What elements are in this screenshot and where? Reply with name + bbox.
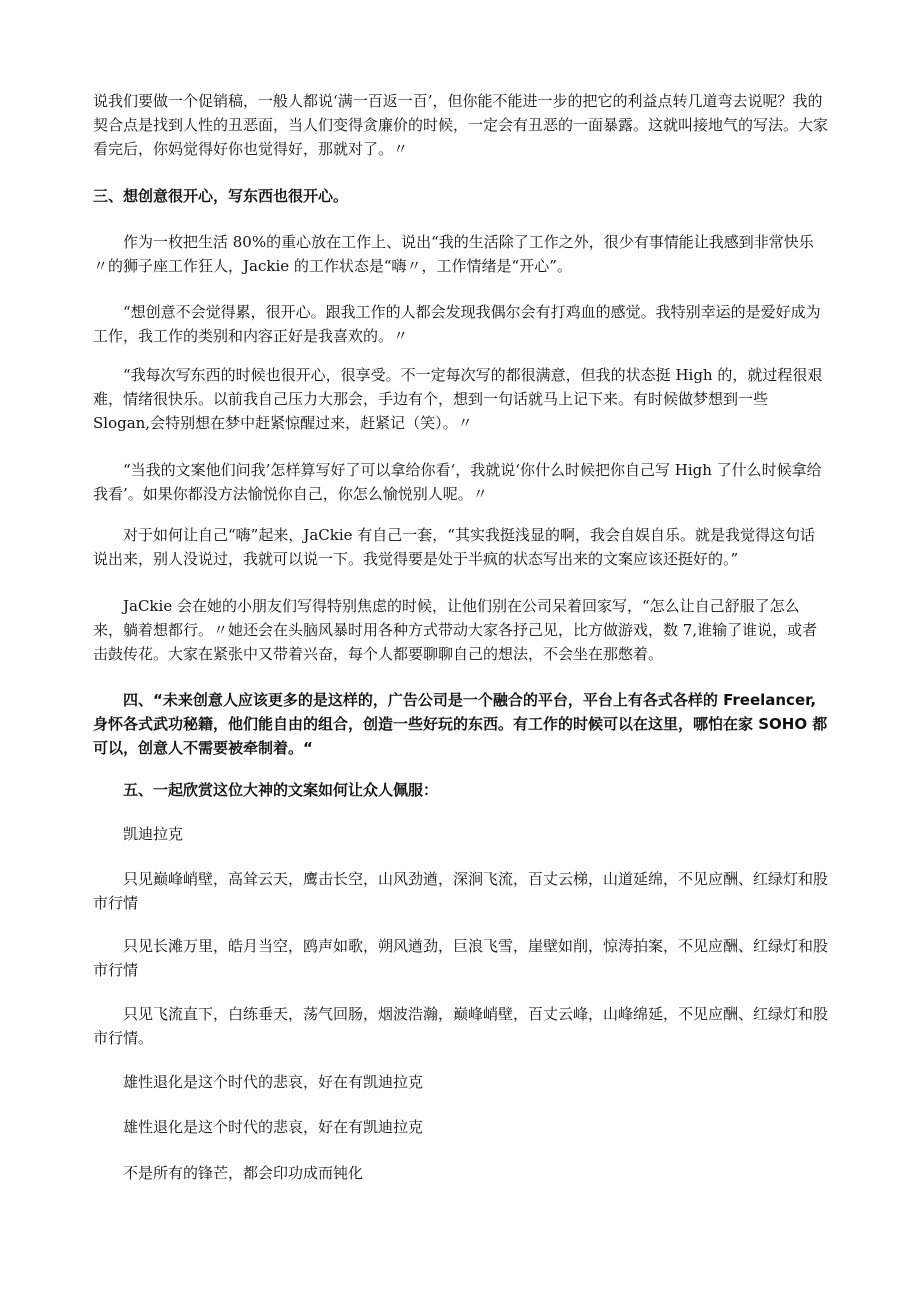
paragraph-self-entertain: 对于如何让自己“嗨”起来，JaCkie 有自己一套，“其实我挺浅显的啊，我会自娱自乐。就是我觉得这句话说出来，别人没说过，我就可以说一下。我觉得要是处于半疯的状态写出来的文案应该还挺好的。” — [93, 526, 815, 568]
quote-creative-happy: “想创意不会觉得累，很开心。跟我工作的人都会发现我偶尔会有打鸡血的感觉。我特别幸运的是爱好成为工作，我工作的类别和内容正好是我喜欢的。〃 — [93, 303, 821, 345]
section-heading-5: 五、一起欣赏这位大神的文案如何让众人佩服： — [123, 781, 439, 799]
section-heading-4: 四、“未来创意人应该更多的是这样的，广告公司是一个融合的平台，平台上有各式各样的 Freelancer,身怀各式武功秘籍，他们能自由的组合，创造一些好玩的东西。有工作的时候可以在这里，哪怕在家 SOHO 都可以，创意人不需要被牵制着。“ — [93, 691, 828, 757]
ad-copy-mountain: 只见巅峰峭壁，高耸云天，鹰击长空，山风劲遒，深涧飞流，百丈云梯，山道延绵，不见应酬、红绿灯和股市行情 — [93, 870, 829, 912]
ad-slogan-1: 雄性退化是这个时代的悲哀，好在有凯迪拉克 — [123, 1073, 424, 1091]
paragraph-work-status: 作为一枚把生活 80%的重心放在工作上、说出“我的生活除了工作之外，很少有事情能让我感到非常快乐〃的狮子座工作狂人，Jackie 的工作状态是“嗨〃，工作情绪是“开心”。 — [93, 233, 814, 275]
paragraph-promo-intro: 说我们要做一个促销稿，一般人都说‘满一百返一百’，但你能不能进一步的把它的利益点转几道弯去说呢？我的契合点是找到人性的丑恶面，当人们变得贪廉价的时候，一定会有丑恶的一面暴露。这就叫接地气的写法。大家看完后，你妈觉得好你也觉得好，那就对了。〃 — [93, 92, 829, 158]
quote-writing-happy: “我每次写东西的时候也很开心，很享受。不一定每次写的都很满意，但我的状态挺 High 的，就过程很艰难，情绪很快乐。以前我自己压力大那会，手边有个，想到一句话就马上记下来。有时候做梦想到一些 Slogan,会特别想在梦中赶紧惊醒过来，赶紧记（笑）。〃 — [93, 366, 823, 432]
section-heading-3: 三、想创意很开心，写东西也很开心。 — [93, 187, 349, 205]
quote-write-high: “当我的文案他们问我’怎样算写好了可以拿给你看‘，我就说‘你什么时候把你自己写 High 了什么时候拿给我看’。如果你都没方法愉悦你自己，你怎么愉悦别人呢。〃 — [93, 461, 822, 503]
ad-slogan-2: 雄性退化是这个时代的悲哀，好在有凯迪拉克 — [123, 1118, 424, 1136]
ad-title: 凯迪拉克 — [123, 825, 184, 843]
paragraph-brainstorm: JaCkie 会在她的小朋友们写得特别焦虑的时候，让他们别在公司呆着回家写，“怎么让自己舒服了怎么来，躺着想都行。〃她还会在头脑风暴时用各种方式带动大家各抒己见，比方做游戏，数 7,谁输了谁说，或者击鼓传花。大家在紧张中又带着兴奋，每个人都要聊聊自己的想法，不会坐在那憋着。 — [93, 597, 818, 663]
ad-copy-waterfall: 只见飞流直下，白练垂天，荡气回肠，烟波浩瀚，巅峰峭壁，百丈云峰，山峰绵延，不见应酬、红绿灯和股市行情。 — [93, 1005, 829, 1047]
ad-slogan-3: 不是所有的锋芒，都会印功成而钝化 — [123, 1164, 364, 1182]
ad-copy-beach: 只见长滩万里，皓月当空，鸥声如歌，朔风遒劲，巨浪飞雪，崖壁如削，惊涛拍案，不见应酬、红绿灯和股市行情 — [93, 937, 829, 979]
